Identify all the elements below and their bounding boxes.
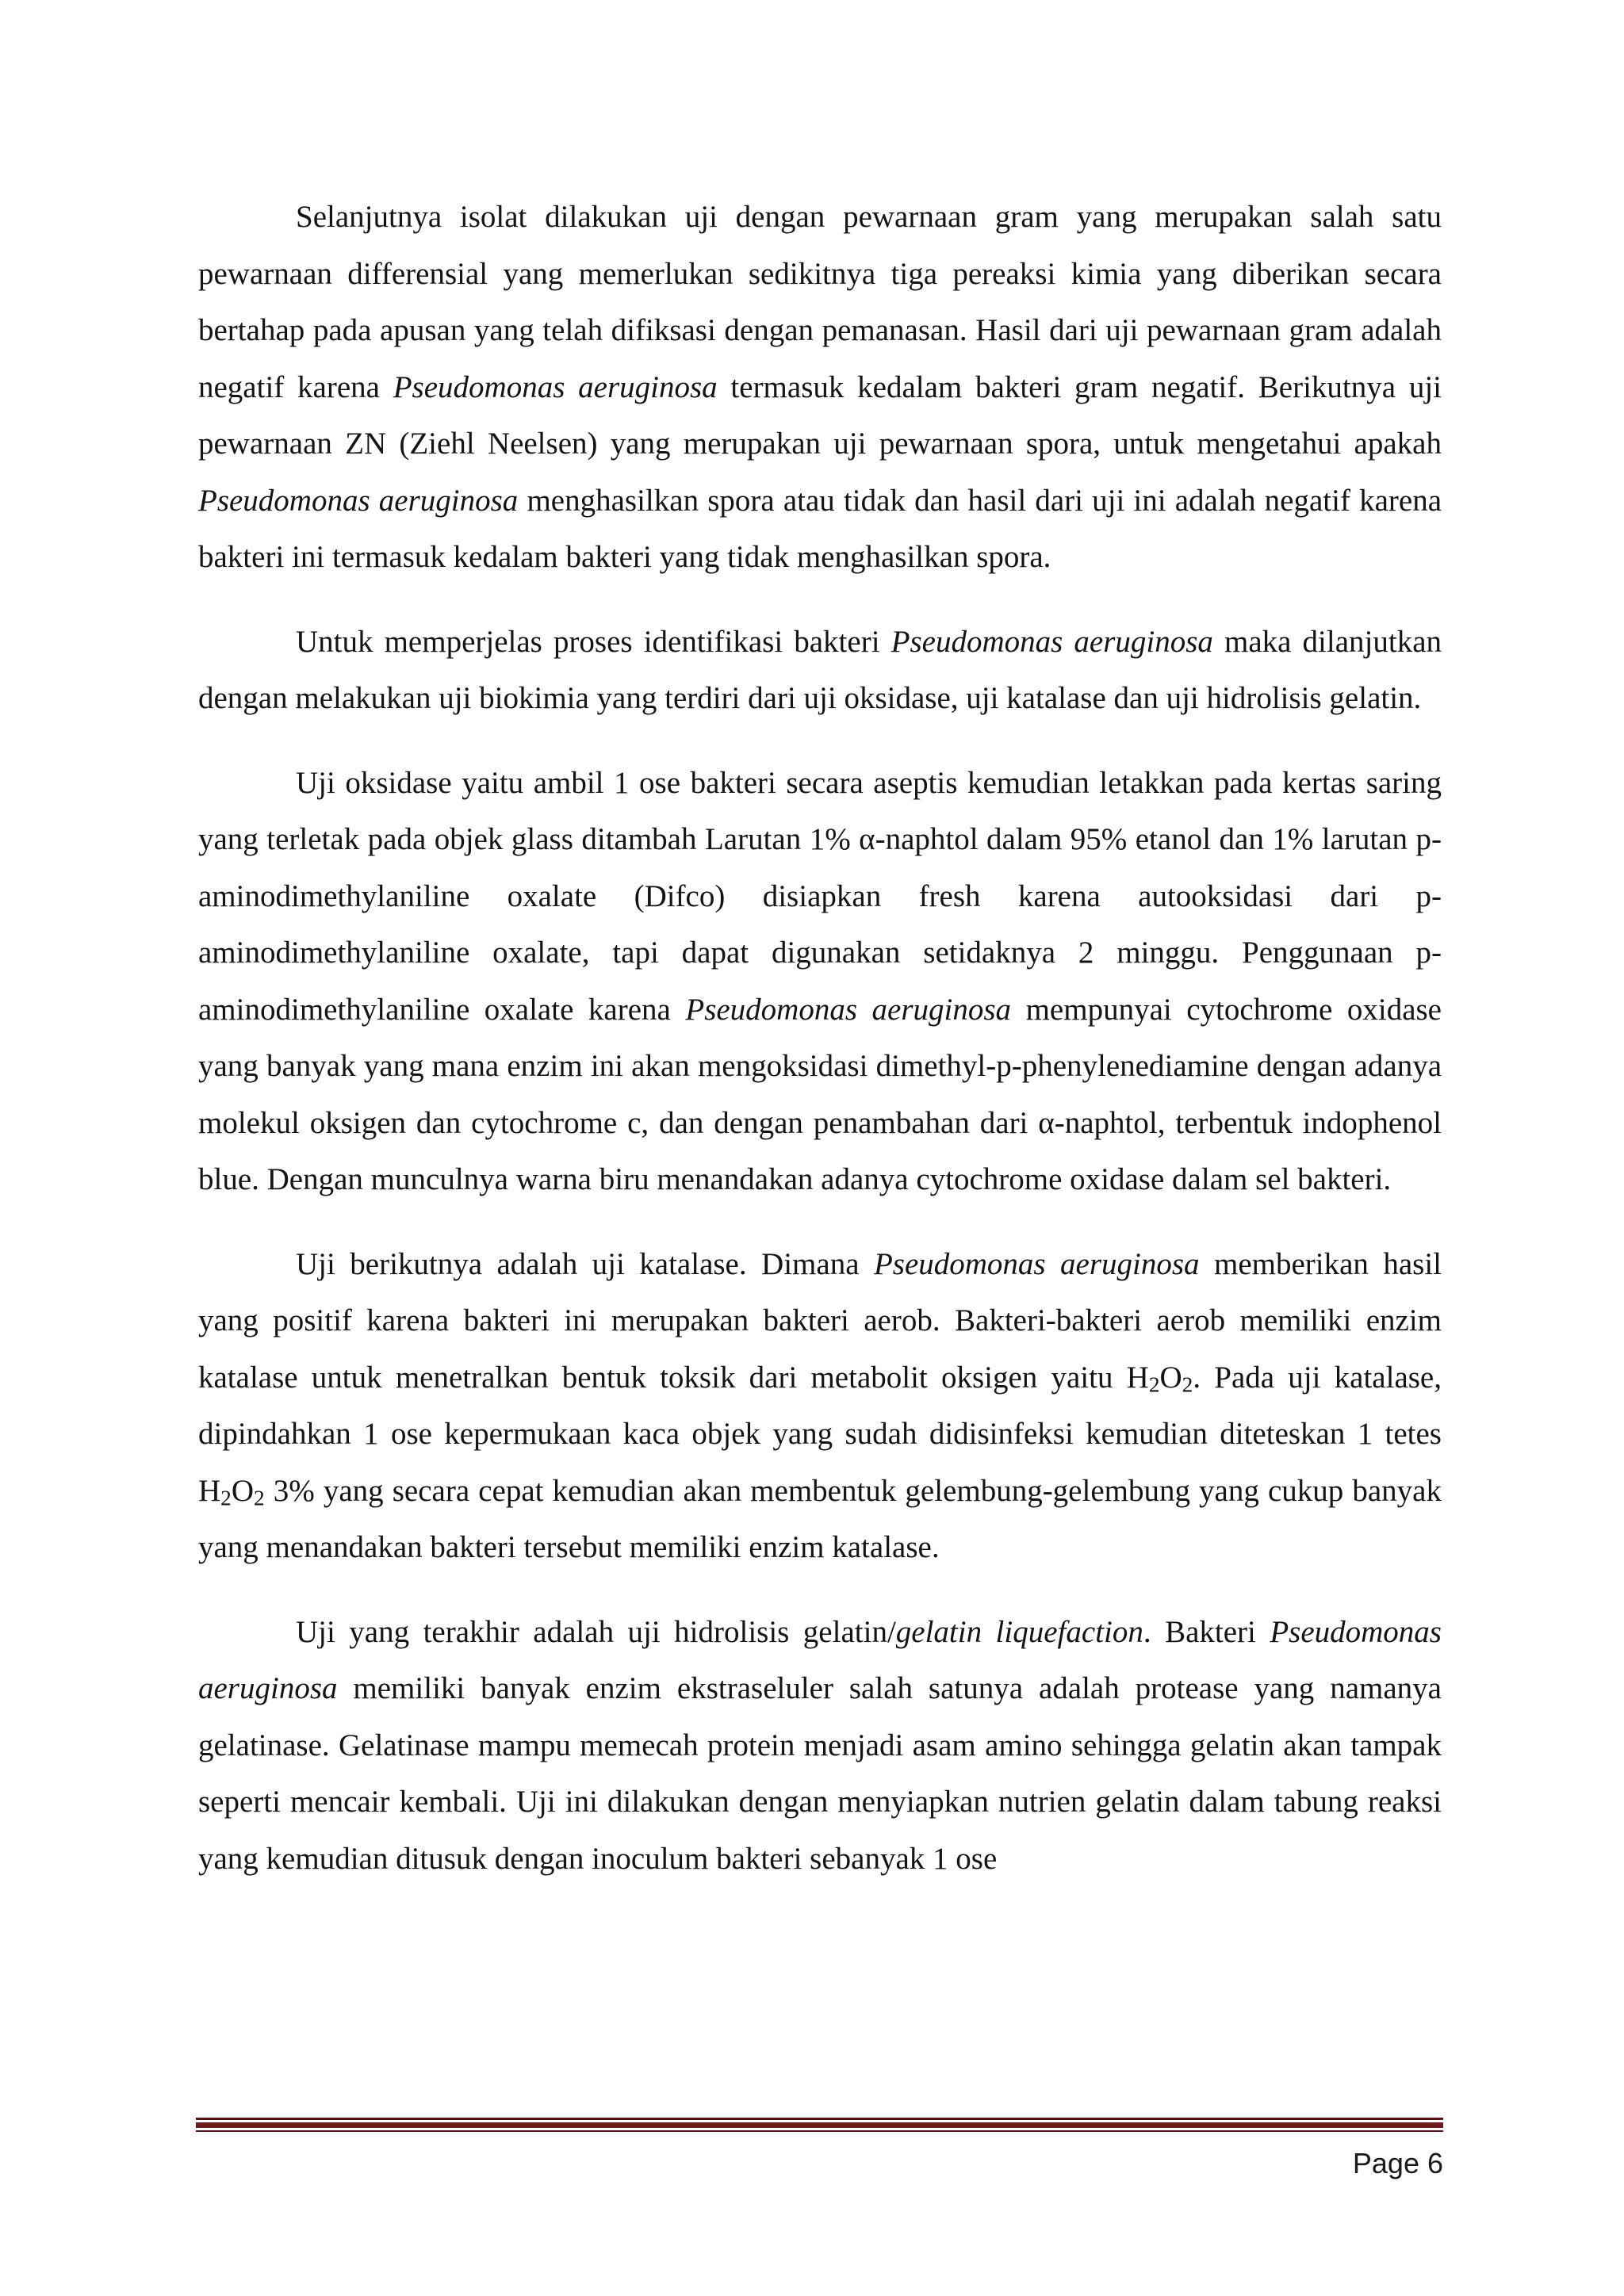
text-run: Uji berikutnya adalah uji katalase. Dimana: [296, 1246, 874, 1281]
paragraph-catalase-test: [198, 1236, 1442, 1576]
paragraph-gelatin-hydrolysis: [198, 1604, 1442, 1888]
text-run: O: [231, 1473, 254, 1508]
text-run: memberikan hasil yang positif karena bakteri ini merupakan bakteri aerob. Bakteri-bakteri aerob memiliki enzim katalase untuk menetralkan bentuk toksik dari metabolit oksigen yaitu H: [198, 1246, 1442, 1395]
text-run: 3% yang secara cepat kemudian akan membentuk gelembung-gelembung yang cukup banyak yang menandakan bakteri tersebut memiliki enzim katalase.: [198, 1473, 1442, 1564]
italic-term: Pseudomonas aeruginosa: [873, 1246, 1200, 1281]
paragraph-oxidase-test: [198, 755, 1442, 1208]
text-run: . Pada uji katalase, dipindahkan 1 ose kepermukaan kaca objek yang sudah didisinfeksi kemudian diteteskan 1 tetes H: [198, 1360, 1442, 1508]
text-run: termasuk kedalam bakteri gram negatif. Berikutnya uji pewarnaan ZN (Ziehl Neelsen) yang merupakan uji pewarnaan spora, untuk mengetahui apakah: [198, 369, 1442, 461]
text-run: Untuk memperjelas proses identifikasi bakteri: [296, 624, 891, 659]
footer-rule-thick: [196, 2122, 1443, 2128]
footer-rule-bottom: [196, 2130, 1443, 2132]
italic-term: gelatin liquefaction: [895, 1614, 1143, 1649]
text-run: mempunyai cytochrome oxidase yang banyak yang mana enzim ini akan mengoksidasi dimethyl-p-phenylenediamine dengan adanya molekul oksigen dan cytochrome c, dan dengan penambahan dari α-naphtol, terbentuk indophenol blue. Dengan munculnya warna biru menandakan adanya cytochrome oxidase dalam sel bakteri.: [198, 992, 1442, 1196]
text-run: menghasilkan spora atau tidak dan hasil dari uji ini adalah negatif karena bakteri ini termasuk kedalam bakteri yang tidak menghasilkan spora.: [198, 483, 1442, 574]
italic-term: Pseudomonas aeruginosa: [198, 1614, 1442, 1705]
page-number: Page 6: [1352, 2147, 1443, 2179]
paragraph-biochemical-tests: [198, 614, 1442, 727]
subscript: 2: [1148, 1372, 1160, 1396]
text-run: memiliki banyak enzim ekstraseluler salah satunya adalah protease yang namanya gelatinase. Gelatinase mampu memecah protein menjadi asam amino sehingga gelatin akan tampak seperti mencair kembali. Uji ini dilakukan dengan menyiapkan nutrien gelatin dalam tabung reaksi yang kemudian ditusuk dengan inoculum bakteri sebanyak 1 ose: [198, 1671, 1442, 1876]
footer-rule-top: [196, 2118, 1443, 2120]
body-text: [198, 189, 1442, 1887]
subscript: 2: [254, 1485, 265, 1510]
subscript: 2: [1182, 1372, 1193, 1396]
text-run: Selanjutnya isolat dilakukan uji dengan pewarnaan gram yang merupakan salah satu pewarnaan differensial yang memerlukan sedikitnya tiga pereaksi kimia yang diberikan secara bertahap pada apusan yang telah difiksasi dengan pemanasan. Hasil dari uji pewarnaan gram adalah negatif karena: [198, 200, 1442, 404]
text-run: Uji yang terakhir adalah uji hidrolisis gelatin/: [296, 1614, 896, 1649]
italic-term: Pseudomonas aeruginosa: [198, 483, 519, 518]
italic-term: Pseudomonas aeruginosa: [393, 369, 718, 404]
paragraph-gram-staining: [198, 189, 1442, 586]
text-run: maka dilanjutkan dengan melakukan uji biokimia yang terdiri dari uji oksidase, uji katalase dan uji hidrolisis gelatin.: [198, 624, 1442, 715]
subscript: 2: [220, 1485, 232, 1510]
italic-term: Pseudomonas aeruginosa: [891, 624, 1213, 659]
text-run: O: [1159, 1360, 1182, 1395]
italic-term: Pseudomonas aeruginosa: [685, 992, 1012, 1027]
text-run: Uji oksidase yaitu ambil 1 ose bakteri secara aseptis kemudian letakkan pada kertas saring yang terletak pada objek glass ditambah Larutan 1% α-naphtol dalam 95% etanol dan 1% larutan p-aminodimethylaniline oxalate (Difco) disiapkan fresh karena autooksidasi dari p-aminodimethylaniline oxalate, tapi dapat digunakan setidaknya 2 minggu. Penggunaan p-aminodimethylaniline oxalate karena: [198, 765, 1442, 1027]
text-run: . Bakteri: [1143, 1614, 1270, 1649]
